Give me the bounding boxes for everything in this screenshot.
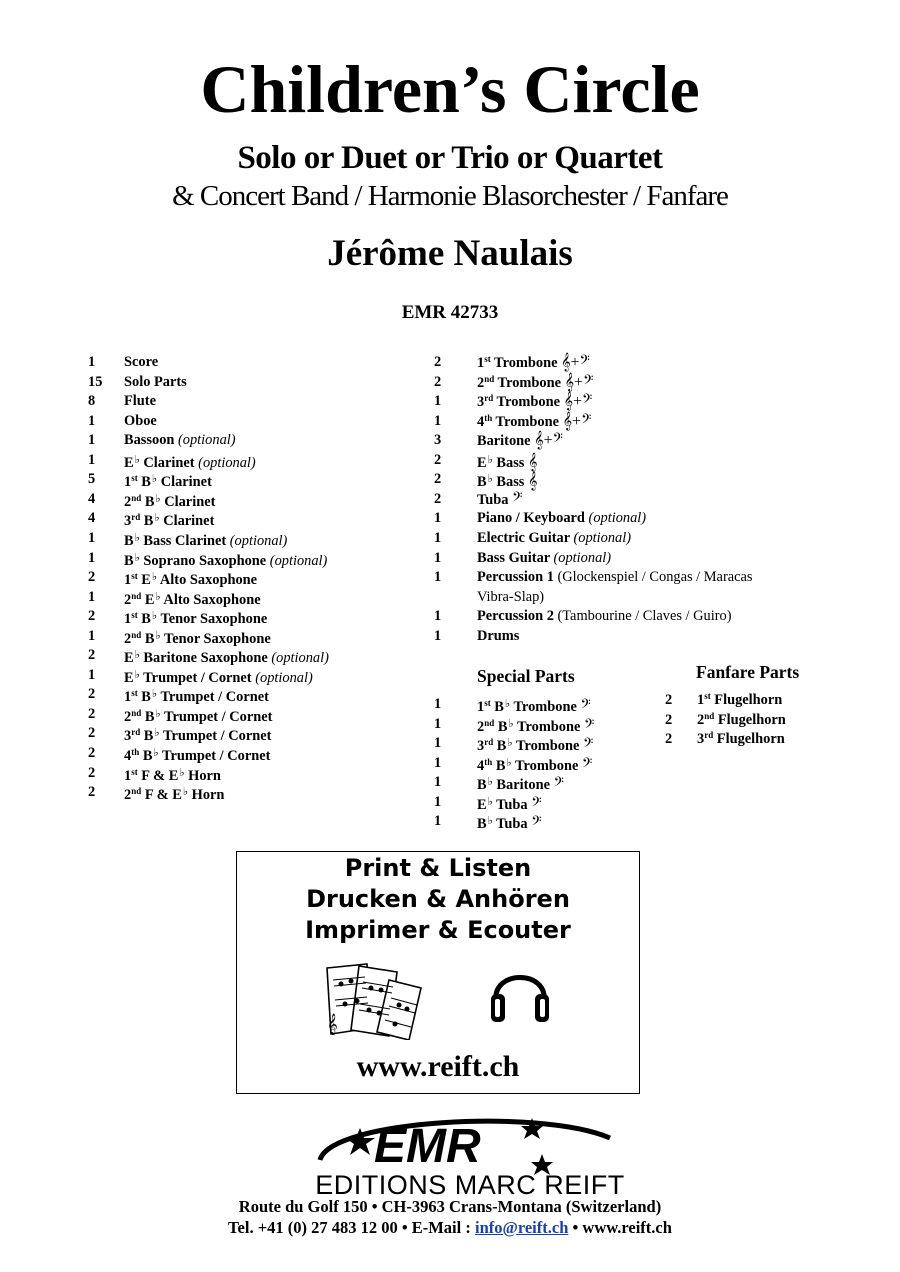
part-row — [665, 691, 865, 710]
publisher-name: EDITIONS MARC REIFT — [315, 1170, 625, 1198]
emr-logo — [290, 1108, 650, 1198]
part-row — [88, 705, 418, 724]
part-row — [434, 754, 654, 773]
part-row — [434, 715, 654, 734]
part-name: 1st B♭ Trombone 𝄢 — [477, 698, 591, 715]
part-name: Flute — [124, 393, 156, 410]
part-name: B♭ Tuba 𝄢 — [477, 815, 542, 833]
part-quantity: 1 — [434, 774, 442, 791]
telephone: Tel. +41 (0) 27 483 12 00 • E-Mail : — [228, 1218, 475, 1237]
catalog-number: EMR 42733 — [401, 302, 499, 323]
part-quantity: 1 — [88, 354, 96, 370]
part-row — [434, 353, 854, 372]
part-name: 4th Trombone 𝄞+𝄢 — [477, 412, 592, 430]
headphones-icon — [487, 958, 553, 1028]
part-name: Solo Parts — [124, 373, 187, 390]
part-name: 2nd B♭ Tenor Saxophone — [124, 629, 271, 647]
part-name: E♭ Tuba 𝄢 — [477, 795, 542, 813]
part-row — [665, 711, 865, 730]
special-parts-list — [434, 695, 654, 835]
part-row — [88, 509, 418, 528]
part-quantity: 1 — [434, 696, 442, 712]
part-quantity: 1 — [88, 529, 96, 546]
part-name: 2nd B♭ Trombone 𝄢 — [477, 717, 595, 735]
part-quantity: 2 — [434, 373, 442, 390]
part-name: 1st Trombone 𝄞+𝄢 — [477, 354, 590, 371]
part-name: 2nd E♭ Alto Saxophone — [124, 590, 261, 608]
part-name: 3rd Flugelhorn — [697, 730, 785, 748]
part-quantity: 2 — [434, 471, 442, 488]
part-row — [434, 793, 654, 812]
part-row — [434, 549, 854, 568]
part-name: Bassoon (optional) — [124, 432, 236, 449]
part-name: 2nd B♭ Trumpet / Cornet — [124, 707, 273, 725]
composer: Jérôme Naulais — [327, 233, 573, 274]
part-name: E♭ Clarinet (optional) — [124, 453, 256, 471]
part-name: 2nd Trombone 𝄞+𝄢 — [477, 373, 594, 391]
part-quantity: 2 — [88, 784, 96, 801]
part-row — [88, 451, 418, 470]
part-name: E♭ Trumpet / Cornet (optional) — [124, 668, 313, 686]
part-quantity: 1 — [434, 569, 442, 586]
part-name: B♭ Bass 𝄞 — [477, 473, 538, 491]
parts-list-left — [88, 353, 418, 813]
part-name: 4th B♭ Trombone 𝄢 — [477, 756, 593, 774]
part-quantity: 1 — [88, 549, 96, 566]
part-name: 3rd Trombone 𝄞+𝄢 — [477, 393, 593, 411]
part-row — [88, 588, 418, 607]
part-quantity: 1 — [434, 813, 442, 830]
part-row — [88, 568, 418, 587]
part-quantity: 2 — [88, 608, 96, 625]
part-row — [434, 373, 854, 392]
part-row — [88, 392, 418, 411]
part-quantity: 1 — [434, 529, 442, 546]
part-quantity: 4 — [88, 490, 96, 507]
part-quantity: 1 — [88, 627, 96, 644]
part-quantity: 2 — [665, 692, 673, 708]
part-row — [434, 607, 854, 626]
part-row — [434, 627, 854, 646]
part-row — [434, 412, 854, 431]
part-quantity: 2 — [88, 725, 96, 742]
part-row — [434, 695, 654, 714]
part-name: E♭ Bass 𝄞 — [477, 453, 538, 471]
part-row — [434, 470, 854, 489]
print-listen-box — [236, 851, 640, 1094]
part-quantity: 1 — [434, 510, 442, 527]
part-row — [434, 451, 854, 470]
part-row — [434, 568, 854, 587]
part-quantity: 1 — [88, 666, 96, 683]
part-quantity: 2 — [88, 745, 96, 761]
part-name: Electric Guitar (optional) — [477, 529, 632, 546]
part-name: 3rd B♭ Trombone 𝄢 — [477, 737, 594, 755]
part-row — [88, 353, 418, 372]
part-name: Percussion 1 (Glockenspiel / Congas / Maracas — [477, 569, 753, 586]
part-quantity: 2 — [665, 711, 673, 728]
part-name: 2nd Flugelhorn — [697, 710, 786, 728]
part-row — [88, 627, 418, 646]
part-name: E♭ Baritone Saxophone (optional) — [124, 649, 329, 667]
parts-list-right — [434, 353, 854, 653]
part-quantity: 2 — [88, 705, 96, 722]
part-name: 1st F & E♭ Horn — [124, 766, 221, 784]
part-name: Percussion 2 (Tambourine / Claves / Guiro) — [477, 608, 732, 625]
part-row — [88, 549, 418, 568]
part-quantity: 2 — [434, 451, 442, 468]
part-row — [88, 666, 418, 685]
part-quantity: 1 — [88, 588, 96, 605]
publisher-address: Route du Golf 150 • CH-3963 Crans-Montana (Switzerland) — [238, 1197, 662, 1216]
part-quantity: 1 — [434, 715, 442, 732]
part-row — [434, 529, 854, 548]
part-row — [88, 646, 418, 665]
part-quantity: 1 — [88, 412, 96, 429]
part-name: Bass Guitar (optional) — [477, 549, 612, 566]
part-name: 2nd B♭ Clarinet — [124, 492, 216, 510]
publisher-contact — [0, 1218, 900, 1238]
part-row — [88, 724, 418, 743]
part-row — [434, 509, 854, 528]
part-quantity: 5 — [88, 471, 96, 488]
part-name: Vibra-Slap) — [477, 588, 545, 605]
svg-text:𝄞: 𝄞 — [327, 1014, 338, 1035]
part-name: Tuba 𝄢 — [477, 490, 523, 508]
part-row — [434, 734, 654, 753]
logo-text: EMR — [374, 1120, 481, 1173]
part-quantity: 1 — [434, 412, 442, 429]
part-row — [665, 730, 865, 749]
part-row — [434, 812, 654, 831]
part-name: B♭ Baritone 𝄢 — [477, 776, 564, 794]
part-row — [88, 412, 418, 431]
part-name: 1st B♭ Trumpet / Cornet — [124, 688, 269, 706]
website-url[interactable]: www.reift.ch — [356, 1050, 520, 1083]
part-name: 3rd B♭ Trumpet / Cornet — [124, 727, 272, 745]
part-row — [88, 373, 418, 392]
part-name: 1st Flugelhorn — [697, 691, 783, 708]
part-name: B♭ Bass Clarinet (optional) — [124, 531, 288, 549]
part-quantity: 2 — [434, 490, 442, 507]
part-quantity: 2 — [434, 354, 442, 370]
part-row — [88, 764, 418, 783]
part-quantity: 1 — [88, 451, 96, 468]
part-quantity: 1 — [434, 608, 442, 625]
part-row — [434, 490, 854, 509]
part-quantity: 1 — [434, 393, 442, 410]
part-row — [88, 744, 418, 763]
part-row — [434, 431, 854, 450]
part-quantity: 15 — [88, 373, 103, 390]
part-name: Oboe — [124, 412, 157, 429]
part-name: Score — [124, 354, 159, 370]
part-name: Baritone 𝄞+𝄢 — [477, 432, 563, 450]
part-quantity: 2 — [88, 764, 96, 781]
subtitle-ensemble: & Concert Band / Harmonie Blasorchester / Fanfare — [172, 180, 728, 212]
part-row — [434, 773, 654, 792]
part-quantity: 1 — [434, 793, 442, 810]
part-quantity: 1 — [434, 735, 442, 752]
part-quantity: 1 — [88, 432, 96, 449]
part-name: 2nd F & E♭ Horn — [124, 786, 225, 804]
part-name: 3rd B♭ Clarinet — [124, 512, 215, 530]
part-row — [88, 607, 418, 626]
part-name: Drums — [477, 627, 520, 644]
part-row — [88, 470, 418, 489]
part-name: 1st B♭ Clarinet — [124, 473, 212, 491]
part-name: 1st B♭ Tenor Saxophone — [124, 610, 268, 628]
part-name: 1st E♭ Alto Saxophone — [124, 571, 258, 589]
page-title: Children’s Circle — [200, 51, 700, 127]
part-row — [434, 392, 854, 411]
subtitle: Solo or Duet or Trio or Quartet — [237, 140, 663, 176]
special-parts-heading: Special Parts — [477, 666, 575, 686]
part-row — [88, 783, 418, 802]
part-quantity: 1 — [434, 549, 442, 566]
part-row — [434, 588, 854, 607]
part-row — [88, 431, 418, 450]
promo-line-drucken: Drucken & Anhören — [306, 885, 570, 913]
part-quantity: 4 — [88, 510, 96, 527]
part-row — [88, 529, 418, 548]
web-text: • www.reift.ch — [568, 1218, 672, 1237]
part-quantity: 8 — [88, 393, 96, 410]
promo-line-print: Print & Listen — [344, 854, 532, 882]
part-name: B♭ Soprano Saxophone (optional) — [124, 551, 328, 569]
sheet-music-icon — [319, 958, 427, 1040]
part-quantity: 2 — [665, 731, 673, 748]
part-quantity: 3 — [434, 432, 442, 449]
fanfare-parts-heading: Fanfare Parts — [696, 662, 800, 682]
part-row — [88, 490, 418, 509]
part-quantity: 2 — [88, 647, 96, 664]
email-link[interactable]: info@reift.ch — [474, 1218, 569, 1237]
part-quantity: 2 — [88, 569, 96, 586]
part-row — [88, 685, 418, 704]
part-quantity: 1 — [434, 754, 442, 771]
fanfare-parts-list — [665, 691, 865, 751]
part-name: Piano / Keyboard (optional) — [477, 510, 647, 527]
part-name: 4th B♭ Trumpet / Cornet — [124, 747, 271, 764]
promo-line-imprimer: Imprimer & Ecouter — [305, 916, 571, 944]
part-quantity: 1 — [434, 627, 442, 644]
part-quantity: 2 — [88, 686, 96, 703]
